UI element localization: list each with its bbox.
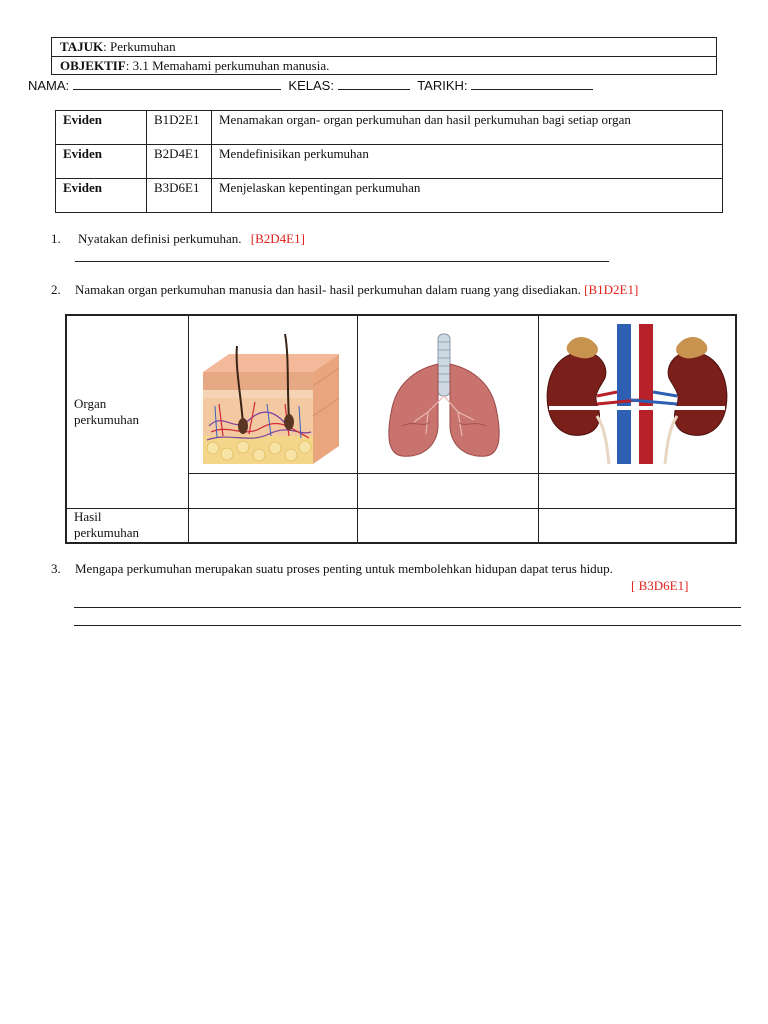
lungs-cell bbox=[358, 315, 539, 473]
evidence-table bbox=[55, 110, 723, 213]
product-answer-cell-3[interactable] bbox=[539, 508, 737, 543]
evidence-row bbox=[56, 145, 723, 179]
product-label-line-1: Hasil bbox=[74, 509, 102, 525]
question-3-text: Mengapa perkumuhan merupakan suatu proses penting untuk membolehkan hidupan dapat terus hidup. bbox=[75, 561, 613, 576]
organ-label-line-1: Organ bbox=[74, 395, 107, 411]
evidence-row bbox=[56, 179, 723, 213]
product-answer-cell-2[interactable] bbox=[358, 508, 539, 543]
question-1-tag: [B2D4E1] bbox=[250, 231, 305, 246]
evidence-code: B1D2E1 bbox=[147, 111, 212, 145]
lungs-icon bbox=[358, 316, 538, 472]
evidence-label: Eviden bbox=[56, 145, 147, 179]
question-2 bbox=[75, 282, 638, 298]
evidence-code: B3D6E1 bbox=[147, 179, 212, 213]
question-1-number: 1. bbox=[51, 231, 61, 246]
kelas-label: KELAS: bbox=[288, 78, 334, 93]
objektif-label: OBJEKTIF bbox=[60, 58, 126, 73]
evidence-desc: Menamakan organ- organ perkumuhan dan hasil perkumuhan bagi setiap organ bbox=[212, 111, 723, 145]
evidence-label: Eviden bbox=[56, 179, 147, 213]
organ-image-row bbox=[66, 315, 736, 473]
tajuk-row bbox=[52, 38, 716, 57]
question-3-answer-line-2[interactable] bbox=[74, 625, 741, 626]
question-1 bbox=[78, 231, 305, 247]
question-3-answer-line-1[interactable] bbox=[74, 607, 741, 608]
question-2-text: Namakan organ perkumuhan manusia dan hasil- hasil perkumuhan dalam ruang yang disediakan. bbox=[75, 282, 581, 297]
evidence-desc: Menjelaskan kepentingan perkumuhan bbox=[212, 179, 723, 213]
question-3-tag: [ B3D6E1] bbox=[631, 578, 689, 593]
question-2-tag: [B1D2E1] bbox=[584, 282, 639, 297]
organ-row-label bbox=[66, 315, 189, 508]
organ-answer-cell-3[interactable] bbox=[539, 473, 737, 508]
kidneys-cell bbox=[539, 315, 737, 473]
product-label-line-2: perkumuhan bbox=[74, 525, 139, 541]
organ-answer-cell-1[interactable] bbox=[189, 473, 358, 508]
evidence-row bbox=[56, 111, 723, 145]
student-info-line bbox=[28, 77, 648, 95]
organ-answer-cell-2[interactable] bbox=[358, 473, 539, 508]
product-row-label bbox=[66, 508, 189, 543]
nama-field[interactable] bbox=[73, 77, 281, 90]
tajuk-value: : Perkumuhan bbox=[103, 39, 176, 54]
tarikh-field[interactable] bbox=[471, 77, 593, 90]
tarikh-label: TARIKH: bbox=[417, 78, 468, 93]
tajuk-label: TAJUK bbox=[60, 39, 104, 54]
skin-icon bbox=[189, 316, 357, 472]
kelas-field[interactable] bbox=[338, 77, 410, 90]
question-2-number: 2. bbox=[51, 282, 61, 297]
nama-label: NAMA: bbox=[28, 78, 70, 93]
evidence-code: B2D4E1 bbox=[147, 145, 212, 179]
product-answer-cell-1[interactable] bbox=[189, 508, 358, 543]
objektif-value: : 3.1 Memahami perkumuhan manusia. bbox=[125, 58, 330, 73]
question-1-text: Nyatakan definisi perkumuhan. bbox=[78, 231, 242, 246]
question-3-number: 3. bbox=[51, 561, 61, 576]
skin-cell bbox=[189, 315, 358, 473]
objektif-row bbox=[52, 57, 716, 76]
organ-label-line-2: perkumuhan bbox=[74, 411, 139, 427]
question-1-answer-line[interactable] bbox=[75, 261, 609, 262]
evidence-label: Eviden bbox=[56, 111, 147, 145]
kidneys-icon bbox=[539, 316, 735, 472]
header-box bbox=[51, 37, 717, 75]
product-row bbox=[66, 508, 736, 543]
organ-table bbox=[65, 314, 737, 544]
evidence-desc: Mendefinisikan perkumuhan bbox=[212, 145, 723, 179]
